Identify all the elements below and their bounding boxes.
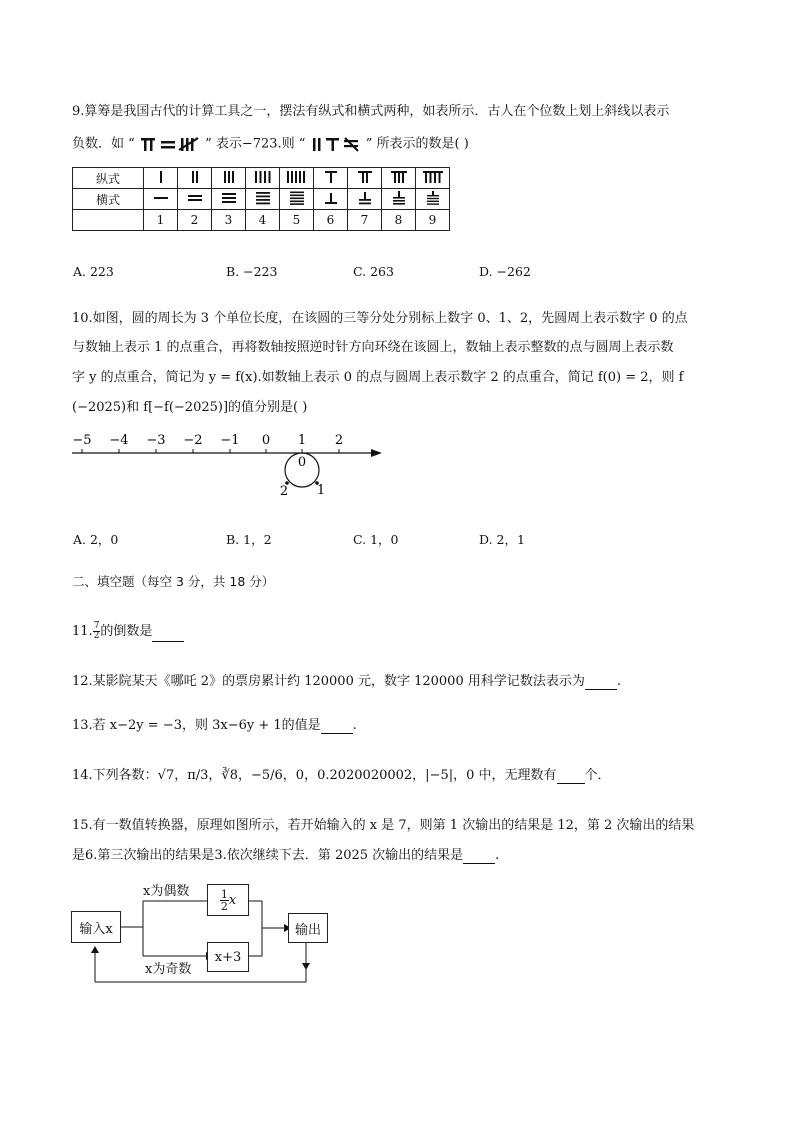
q11-prefix: 11.	[72, 624, 93, 639]
q9-option-a: A. 223	[73, 264, 114, 279]
circle-label-1: 1	[316, 483, 326, 498]
q10-line1: 10.如图，圆的周长为 3 个单位长度，在该圆的三等分处分别标上数字 0、1、2，先圆周上表示数字 0 的点	[72, 311, 688, 326]
tick-label: −5	[72, 433, 92, 448]
q11	[72, 622, 184, 642]
q13	[72, 718, 357, 734]
rod-number: 8	[382, 210, 416, 231]
q14-answer-blank[interactable]	[557, 771, 585, 784]
row-header	[73, 210, 144, 231]
rod-numeral-query-icon	[310, 136, 362, 152]
rod-v7	[348, 168, 382, 189]
rod-v2	[178, 168, 212, 189]
tick-label: 0	[261, 433, 271, 448]
q11-answer-blank[interactable]	[152, 629, 184, 642]
rod-number: 6	[314, 210, 348, 231]
q9-line2	[72, 136, 469, 153]
arrow-icon	[91, 946, 99, 953]
rod-number: 3	[212, 210, 246, 231]
q12-answer-blank[interactable]	[585, 677, 617, 690]
tick-label: 1	[297, 433, 307, 448]
rod-h6	[314, 189, 348, 210]
q10-line3: 字 y 的点重合，简记为 y = f(x).如数轴上表示 0 的点与圆周上表示数字 2 的点重合，简记 f(0) = 2，则 f	[72, 370, 684, 385]
q12-end: .	[616, 674, 621, 689]
q11-frac-den: 2	[93, 631, 100, 641]
q10-option-d: D. 2，1	[479, 532, 525, 547]
rod-v6	[314, 168, 348, 189]
section-title: 二、填空题（每空 3 分，共 18 分）	[72, 574, 275, 589]
tick-label: 2	[334, 433, 344, 448]
half-den: 2	[220, 899, 228, 913]
q15-line2-text: 是6.第三次输出的结果是3.依次继续下去．第 2025 次输出的结果是	[72, 848, 464, 863]
rod-h3	[212, 189, 246, 210]
q14-end: 个．	[584, 768, 611, 783]
rod-h5	[280, 189, 314, 210]
q12-text: 12.某影院某天《哪吒 2》的票房累计约 120000 元，数字 120000 用科学记数法表示为	[72, 674, 585, 689]
rod-v4	[246, 168, 280, 189]
rod-h1	[144, 189, 178, 210]
row-header: 纵式	[73, 168, 144, 189]
rod-v3	[212, 168, 246, 189]
half-fraction	[220, 889, 229, 912]
q14-text: 14.下列各数：√7，π/3，∛8，−5/6，0，0.2020020002，|−5|，0 中，无理数有	[72, 768, 557, 783]
q12	[72, 674, 621, 690]
q9-line2-c: ” 所表示的数是( )	[365, 136, 469, 152]
even-label: x为偶数	[143, 884, 190, 899]
input-box: 输入x	[71, 911, 121, 943]
q13-end: .	[352, 718, 357, 733]
q11-suffix: 的倒数是	[100, 624, 153, 639]
output-box: 输出	[288, 913, 328, 943]
rod-number: 7	[348, 210, 382, 231]
rod-number: 1	[144, 210, 178, 231]
rod-h7	[348, 189, 382, 210]
axis-ticks	[82, 449, 339, 453]
rod-row-horizontal	[73, 189, 450, 210]
q9-option-c: C. 263	[353, 264, 394, 279]
tick-label: −1	[220, 433, 240, 448]
tick-label: −3	[146, 433, 166, 448]
half-num: 1	[220, 887, 228, 901]
rod-number: 2	[178, 210, 212, 231]
q9-line2-a: 负数．如 “	[72, 136, 135, 152]
odd-label: x为奇数	[145, 962, 192, 977]
q9-line2-b: ” 表示−723.则 “	[205, 136, 306, 152]
q15-end: .	[495, 848, 500, 863]
row-header: 横式	[73, 189, 144, 210]
axis-arrow-icon	[371, 449, 382, 457]
q15-line1: 15.有一数值转换器，原理如图所示，若开始输入的 x 是 7，则第 1 次输出的结果是 12，第 2 次输出的结果	[72, 818, 695, 833]
q13-answer-blank[interactable]	[321, 721, 353, 734]
q15-line2	[72, 848, 499, 864]
rod-number: 4	[246, 210, 280, 231]
circle-label-2: 2	[279, 484, 289, 499]
odd-operation-box: x+3	[207, 942, 249, 972]
rod-number: 5	[280, 210, 314, 231]
tick-label: −2	[183, 433, 203, 448]
rod-number: 9	[416, 210, 450, 231]
q13-text: 13.若 x−2y = −3，则 3x−6y + 1的值是	[72, 718, 321, 733]
q9-line1: 9.算筹是我国古代的计算工具之一，摆法有纵式和横式两种，如表所示．古人在个位数上划上斜线以表示	[72, 104, 670, 119]
rod-numeral-minus723-icon	[139, 136, 201, 152]
q15-answer-blank[interactable]	[463, 851, 495, 864]
q10-option-a: A. 2，0	[73, 532, 119, 547]
rod-v8	[382, 168, 416, 189]
rod-h4	[246, 189, 280, 210]
q10-line2: 与数轴上表示 1 的点重合，再将数轴按照逆时针方向环绕在该圆上，数轴上表示整数的点与圆周上表示数	[72, 340, 674, 355]
rod-h9	[416, 189, 450, 210]
even-operation-box	[207, 884, 249, 916]
q14	[72, 768, 611, 784]
q9-option-d: D. −262	[479, 264, 531, 279]
q11-frac-num: 7	[93, 621, 100, 631]
rod-v1	[144, 168, 178, 189]
rod-h2	[178, 189, 212, 210]
rod-h8	[382, 189, 416, 210]
rod-table	[72, 167, 450, 231]
number-line-diagram	[66, 428, 386, 502]
q10-option-b: B. 1，2	[226, 532, 272, 547]
q10-option-c: C. 1，0	[353, 532, 399, 547]
q10-line4: (−2025)和 f[−f(−2025)]的值分别是( )	[72, 400, 308, 415]
q9-option-b: B. −223	[226, 264, 278, 279]
circle-label-0: 0	[297, 455, 307, 470]
rod-row-numbers	[73, 210, 450, 231]
arrow-icon	[302, 963, 310, 970]
tick-label: −4	[109, 433, 129, 448]
rod-v9	[416, 168, 450, 189]
even-op-var: x	[228, 892, 237, 908]
rod-v5	[280, 168, 314, 189]
rod-row-vertical	[73, 168, 450, 189]
